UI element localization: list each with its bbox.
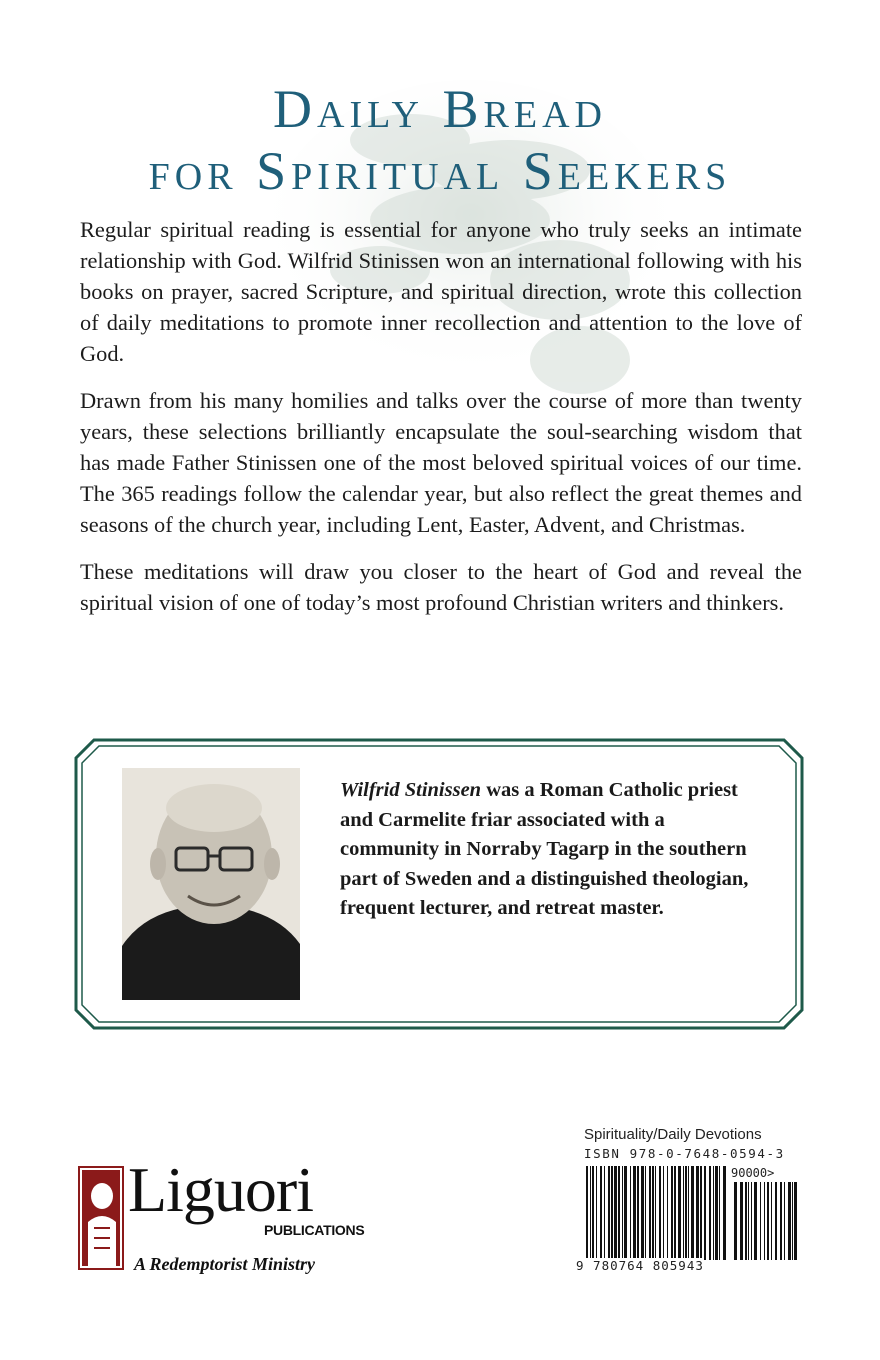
barcode-addon-bar [754, 1182, 757, 1260]
book-category: Spirituality/Daily Devotions [584, 1126, 762, 1143]
barcode-bar [683, 1166, 684, 1260]
barcode-bar [685, 1166, 687, 1260]
barcode-addon-bar [792, 1182, 793, 1260]
barcode-bar [608, 1166, 610, 1260]
publisher-imprint: PUBLICATIONS [264, 1222, 365, 1238]
author-name: Wilfrid Stinissen [340, 779, 482, 801]
publisher-logo [78, 1154, 378, 1282]
barcode-addon-bar [771, 1182, 772, 1260]
description-paragraph: These meditations will draw you closer to the heart of God and reveal the spiritual vision of one of today’s most profound Christian writers and thinkers. [80, 559, 802, 615]
barcode-addon-bar [745, 1182, 747, 1260]
barcode-bar [667, 1166, 668, 1260]
barcode-bar [596, 1166, 597, 1260]
barcode-bar [614, 1166, 617, 1260]
barcode-bar [713, 1166, 714, 1260]
barcode-bar [652, 1166, 654, 1260]
barcode-bar [709, 1166, 711, 1260]
publisher-tagline: A Redemptorist Ministry [134, 1254, 316, 1274]
barcode-bar [691, 1166, 694, 1260]
barcode-addon-number: 90000> [731, 1166, 775, 1180]
barcode-bar [590, 1166, 591, 1260]
barcode-addon-bar [794, 1182, 797, 1260]
barcode-bar [633, 1166, 636, 1260]
barcode-bar [641, 1166, 644, 1260]
barcode-number: 9 780764 805943 [576, 1258, 704, 1273]
barcode-addon-bar [767, 1182, 769, 1260]
barcode-addon-bar [740, 1182, 743, 1260]
isbn-text: ISBN 978-0-7648-0594-3 [584, 1146, 785, 1161]
title-line-2: for Spiritual Seekers [148, 141, 732, 201]
author-photo [122, 768, 300, 1000]
barcode-bar [688, 1166, 689, 1260]
description [80, 214, 802, 634]
barcode-addon-bar [784, 1182, 785, 1260]
barcode-bar [655, 1166, 656, 1260]
title-line-1: Daily Bread [273, 79, 607, 139]
barcode-addon-bar [780, 1182, 782, 1260]
barcode-bar [622, 1166, 623, 1260]
barcode-bar [678, 1166, 681, 1260]
description-paragraph: Drawn from his many homilies and talks over the course of more than twenty years, these selections brilliantly encapsulate the soul-searching wisdom that has made Father Stinissen one of the most beloved spiritual voices of our time. The 365 readings follow the calendar year, but also reflect the great themes and seasons of the church year, including Lent, Easter, Advent, and Christmas. [80, 388, 802, 537]
barcode-addon-bar [775, 1182, 777, 1260]
barcode-bar [674, 1166, 676, 1260]
barcode-bar [645, 1166, 646, 1260]
barcode-bar [719, 1166, 720, 1260]
barcode-bar [659, 1166, 661, 1260]
liguori-emblem-icon [78, 1166, 124, 1270]
barcode-bar [637, 1166, 639, 1260]
publisher-name: Liguori [128, 1154, 313, 1225]
barcode-bar [700, 1166, 702, 1260]
barcode-bar [604, 1166, 605, 1260]
barcode-bar [663, 1166, 664, 1260]
barcode-bar [704, 1166, 706, 1260]
barcode-addon-bar [734, 1182, 737, 1260]
author-bio-text: was a Roman Catholic priest and Carmelite friar associated with a community in Norraby Tagarp in the southern part of Sweden and a distinguished theologian, frequent lecturer, and retreat master. [340, 779, 749, 919]
barcode-bar [618, 1166, 620, 1260]
barcode-addon-bar [788, 1182, 791, 1260]
barcode-bar [630, 1166, 631, 1260]
barcode-block [576, 1126, 804, 1286]
barcode-bar [649, 1166, 651, 1260]
barcode-bar [611, 1166, 613, 1260]
barcode-addon-bar [751, 1182, 752, 1260]
barcode-addon-bar [764, 1182, 765, 1260]
barcode-bar [624, 1166, 627, 1260]
barcode-addon-bar [748, 1182, 749, 1260]
barcode-bar [586, 1166, 588, 1260]
barcode-bar [671, 1166, 673, 1260]
description-paragraph: Regular spiritual reading is essential for anyone who truly seeks an intimate relationship with God. Wilfrid Stinissen won an international following with his books on prayer, sacred Scripture, and spiritual direction, wrote this collection of daily meditations to promote inner recollection and attention to the love of God. [80, 217, 802, 366]
book-title [0, 78, 880, 202]
barcode-bar [715, 1166, 718, 1260]
barcode-bars [584, 1166, 800, 1270]
author-bio [340, 776, 760, 924]
barcode-bar [723, 1166, 726, 1260]
barcode-bar [600, 1166, 602, 1260]
barcode-bar [592, 1166, 594, 1260]
barcode-addon-bar [760, 1182, 761, 1260]
barcode-bar [696, 1166, 699, 1260]
